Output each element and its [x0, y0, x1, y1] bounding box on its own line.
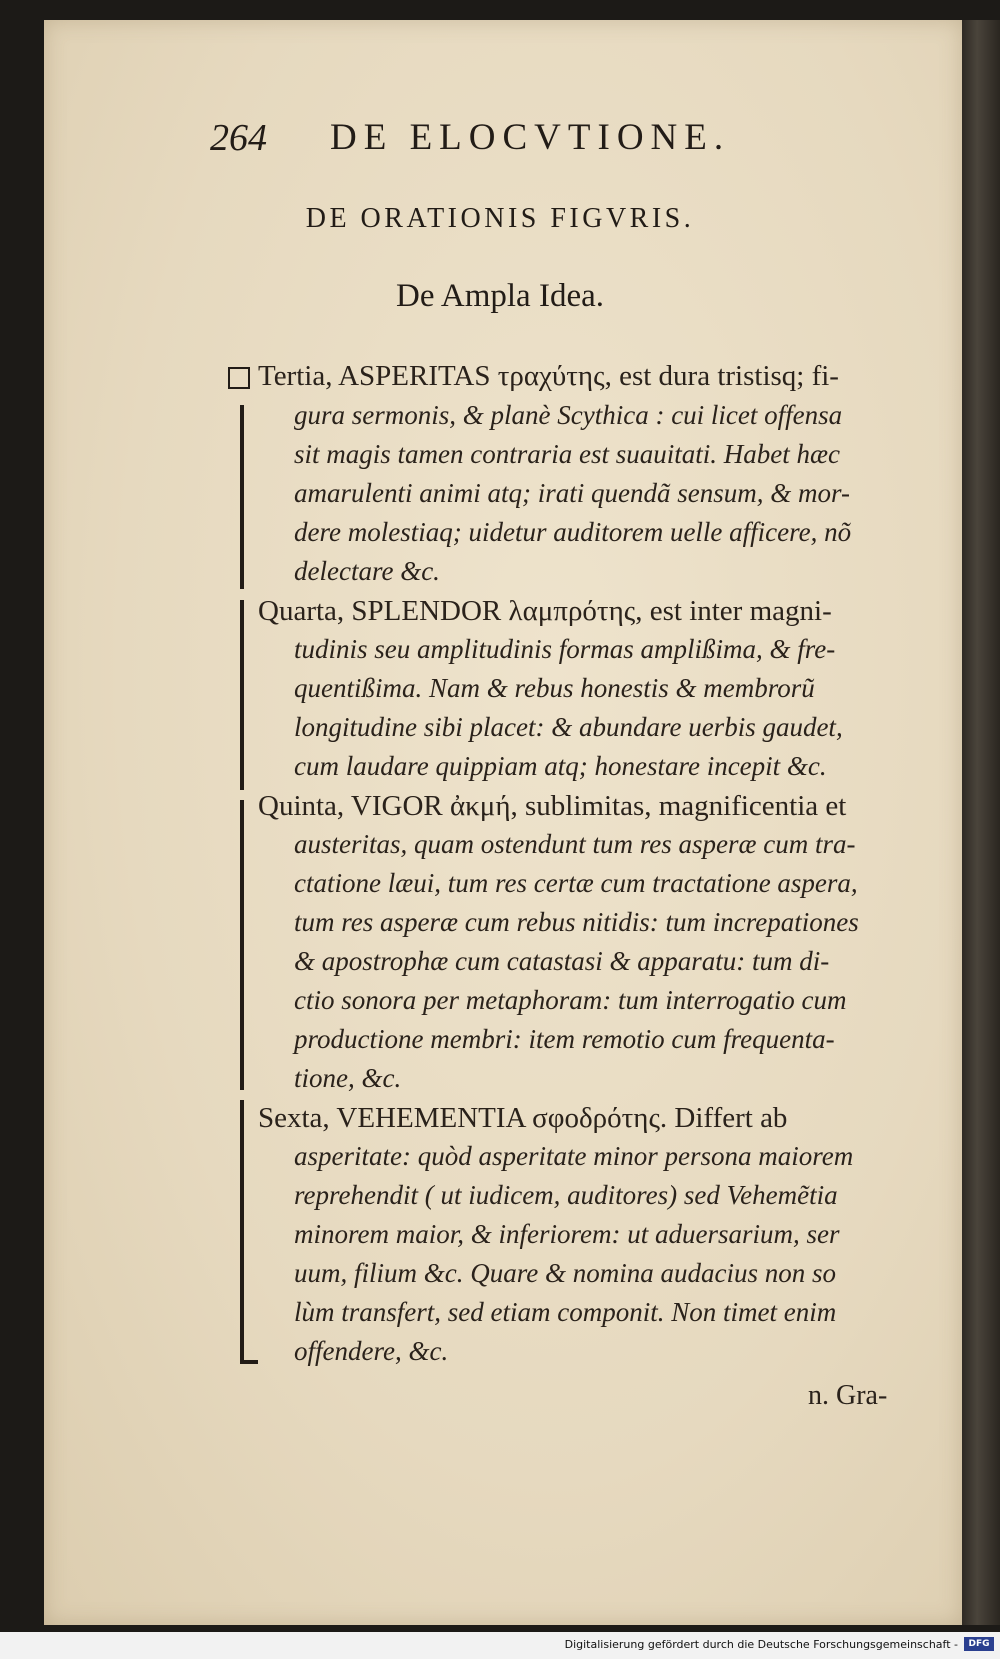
digitization-footer — [0, 1632, 1000, 1659]
text-line: dere molestiaq; uidetur auditorem uelle afficere, nõ — [294, 517, 852, 547]
text-line: reprehendit ( ut iudicem, auditores) sed Vehemẽtia — [294, 1180, 838, 1210]
text-line: productione membri: item remotio cum frequenta- — [294, 1024, 835, 1054]
text-line: offendere, &c. — [294, 1336, 449, 1366]
margin-bracket-foot — [240, 1360, 258, 1364]
page-header — [210, 110, 830, 170]
text-line: tum res asperæ cum rebus nitidis: tum increpationes — [294, 907, 859, 937]
text-line: tudinis seu amplitudinis formas amplißima, & fre- — [294, 634, 836, 664]
text-line: minorem maior, & inferiorem: ut aduersarium, ser — [294, 1219, 840, 1249]
text-line: amarulenti animi atq; irati quendã sensum, & mor- — [294, 478, 850, 508]
margin-bracket-bar — [240, 600, 244, 790]
text-line: ctatione læui, tum res certæ cum tractatione aspera, — [294, 868, 858, 898]
running-title: DE ELOCVTIONE. — [330, 117, 731, 158]
text-line: longitudine sibi placet: & abundare uerbis gaudet, — [294, 712, 843, 742]
text-line: Quinta, VIGOR ἀκμή, sublimitas, magnificentia et — [258, 790, 847, 822]
text-line: austeritas, quam ostendunt tum res asperæ cum tra- — [294, 829, 856, 859]
catchword: n. Gra- — [808, 1380, 888, 1411]
paragraph-marker-icon — [228, 367, 250, 389]
text-line: cum laudare quippiam atq; honestare incepit &c. — [294, 751, 827, 781]
margin-bracket-bar — [240, 800, 244, 1090]
text-line: Sexta, VEHEMENTIA σφοδρότης. Differt ab — [258, 1102, 788, 1134]
section-title: DE ORATIONIS FIGVRIS. — [305, 203, 695, 234]
text-line: gura sermonis, & planè Scythica : cui licet offensa — [294, 400, 843, 430]
text-line: & apostrophæ cum catastasi & apparatu: tum di- — [294, 946, 830, 976]
text-line: uum, filium &c. Quare & nomina audacius non so — [294, 1258, 836, 1288]
text-line: asperitate: quòd asperitate minor persona maiorem — [294, 1141, 854, 1171]
text-line: quentißima. Nam & rebus honestis & membrorũ — [294, 673, 815, 703]
dfg-logo-icon: DFG — [964, 1637, 994, 1651]
funding-credit: Digitalisierung gefördert durch die Deutsche Forschungsgemeinschaft - — [564, 1638, 958, 1651]
text-line: sit magis tamen contraria est suauitati. Habet hæc — [294, 439, 840, 469]
section-subtitle: De Ampla Idea. — [395, 278, 604, 314]
page-number: 264 — [210, 117, 267, 159]
margin-bracket-bar — [240, 405, 244, 589]
text-line: Tertia, ASPERITAS τραχύτης, est dura tristisq; fi- — [258, 360, 839, 392]
text-line: Quarta, SPLENDOR λαμπρότης, est inter magni- — [258, 595, 832, 627]
text-line: ctio sonora per metaphoram: tum interrogatio cum — [294, 985, 847, 1015]
text-line: delectare &c. — [294, 556, 440, 586]
margin-bracket-bar — [240, 1100, 244, 1362]
text-line: tione, &c. — [294, 1063, 402, 1093]
text-line: lùm transfert, sed etiam componit. Non timet enim — [294, 1297, 837, 1327]
book-binding-edge — [962, 20, 1000, 1625]
